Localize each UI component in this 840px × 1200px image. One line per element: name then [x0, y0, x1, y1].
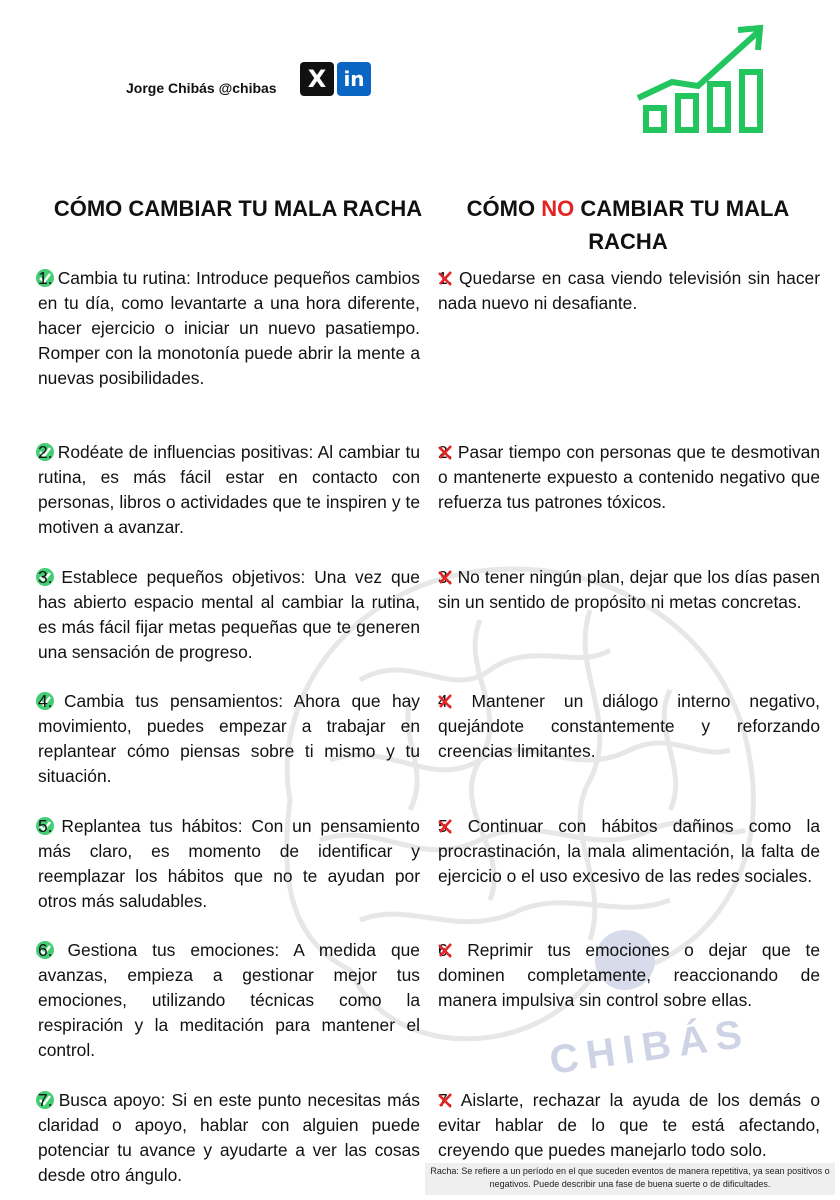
item-text: Replantea tus hábitos: Con un pensamiento más claro, es momento de identificar y reemplazar los hábitos que no te ayudan por otros más saludables.	[38, 816, 420, 911]
right-title-prefix: CÓMO	[466, 196, 542, 221]
item-text: No tener ningún plan, dejar que los días pasen sin un sentido de propósito ni metas concretas.	[438, 567, 820, 612]
watermark-text: CHIBÁS	[546, 1011, 753, 1083]
item-number: 3.	[38, 567, 53, 587]
cross-icon	[435, 940, 455, 960]
check-marker	[38, 689, 53, 714]
footnote-definition: Racha: Se refiere a un período en el que suceden eventos de manera repetitiva, ya sean positivos o negativos. Puede describir una fase de buena suerte o de dificultades.	[425, 1163, 835, 1195]
cross-icon	[435, 268, 455, 288]
item-number: 1.	[438, 268, 453, 288]
linkedin-icon[interactable]: in	[337, 62, 371, 96]
social-links	[300, 62, 371, 96]
left-item-3	[38, 565, 420, 665]
right-title-suffix: CAMBIAR TU MALA RACHA	[574, 196, 790, 254]
cross-icon	[435, 1090, 455, 1110]
author-handle: Jorge Chibás @chibas	[126, 80, 277, 96]
left-item-7	[38, 1088, 420, 1188]
right-item-6	[438, 938, 820, 1013]
x-icon[interactable]: X	[300, 62, 334, 96]
item-number: 2.	[38, 442, 53, 462]
item-text: Cambia tus pensamientos: Ahora que hay movimiento, puedes empezar a trabajar en replantear cómo piensas sobre ti mismo y tu situación.	[38, 691, 420, 786]
cross-marker	[438, 565, 453, 590]
item-number: 5.	[438, 816, 453, 836]
check-marker	[38, 1088, 53, 1113]
item-text: Establece pequeños objetivos: Una vez que has abierto espacio mental al cambiar la rutina, es más fácil fijar metas pequeñas que te generen una sensación de progreso.	[38, 567, 420, 662]
item-text: Aislarte, rechazar la ayuda de los demás o evitar hablar de lo que te está afectando, creyendo que puedes manejarlo todo solo.	[438, 1090, 821, 1160]
item-text: Mantener un diálogo interno negativo, quejándote constantemente y reforzando creencias limitantes.	[438, 691, 820, 761]
left-item-5	[38, 814, 420, 914]
growth-chart-icon	[632, 20, 772, 140]
cross-icon	[435, 816, 455, 836]
cross-marker	[438, 440, 453, 465]
check-marker	[38, 565, 53, 590]
left-item-4	[38, 689, 420, 789]
item-number: 3.	[438, 567, 453, 587]
item-text: Gestiona tus emociones: A medida que avanzas, empieza a gestionar mejor tus emociones, utilizando técnicas como la respiración y la meditación para mantener el control.	[38, 940, 420, 1060]
item-number: 1.	[38, 268, 53, 288]
right-item-1	[438, 266, 820, 316]
item-text: Continuar con hábitos dañinos como la procrastinación, la mala alimentación, la falta de ejercicio o el uso excesivo de las redes sociales.	[438, 816, 820, 886]
item-text: Busca apoyo: Si en este punto necesitas más claridad o apoyo, hablar con alguien puede potenciar tu avance y ayudarte a ver las cosas desde otro ángulo.	[38, 1090, 420, 1185]
item-number: 4.	[38, 691, 53, 711]
item-number: 6.	[38, 940, 53, 960]
left-item-2	[38, 440, 420, 540]
right-item-5	[438, 814, 820, 889]
right-item-3	[438, 565, 820, 615]
cross-marker	[438, 814, 453, 839]
item-number: 4.	[438, 691, 453, 711]
cross-marker	[438, 1088, 453, 1113]
right-title-accent: NO	[541, 196, 575, 221]
cross-marker	[438, 266, 453, 291]
item-number: 5.	[38, 816, 53, 836]
left-column-title: CÓMO CAMBIAR TU MALA RACHA	[53, 196, 423, 221]
item-number: 2.	[438, 442, 453, 462]
item-text: Reprimir tus emociones o dejar que te dominen completamente, reaccionando de manera impulsiva sin control sobre ellas.	[438, 940, 820, 1010]
item-text: Quedarse en casa viendo televisión sin hacer nada nuevo ni desafiante.	[438, 268, 820, 313]
check-marker	[38, 814, 53, 839]
item-text: Pasar tiempo con personas que te desmotivan o mantenerte expuesto a contenido negativo que refuerza tus patrones tóxicos.	[438, 442, 820, 512]
cross-marker	[438, 938, 453, 963]
right-item-4	[438, 689, 820, 764]
item-text: Rodéate de influencias positivas: Al cambiar tu rutina, es más fácil estar en contacto con personas, libros o actividades que te inspiren y te motiven a avanzar.	[38, 442, 420, 537]
cross-marker	[438, 689, 453, 714]
item-number: 6.	[438, 940, 453, 960]
check-marker	[38, 440, 53, 465]
right-item-2	[438, 440, 820, 515]
item-number: 7.	[438, 1090, 453, 1110]
cross-icon	[435, 567, 455, 587]
right-item-7	[438, 1088, 820, 1163]
right-column-title	[438, 192, 818, 258]
item-text: Cambia tu rutina: Introduce pequeños cambios en tu día, como levantarte a una hora diferente, hacer ejercicio o iniciar un nuevo pasatiempo. Romper con la monotonía puede abrir la mente a nuevas posibilidades.	[38, 268, 420, 388]
left-item-6	[38, 938, 420, 1063]
left-item-1	[38, 266, 420, 391]
cross-icon	[435, 442, 455, 462]
check-marker	[38, 938, 53, 963]
check-marker	[38, 266, 53, 291]
cross-icon	[435, 691, 455, 711]
item-number: 7.	[38, 1090, 53, 1110]
